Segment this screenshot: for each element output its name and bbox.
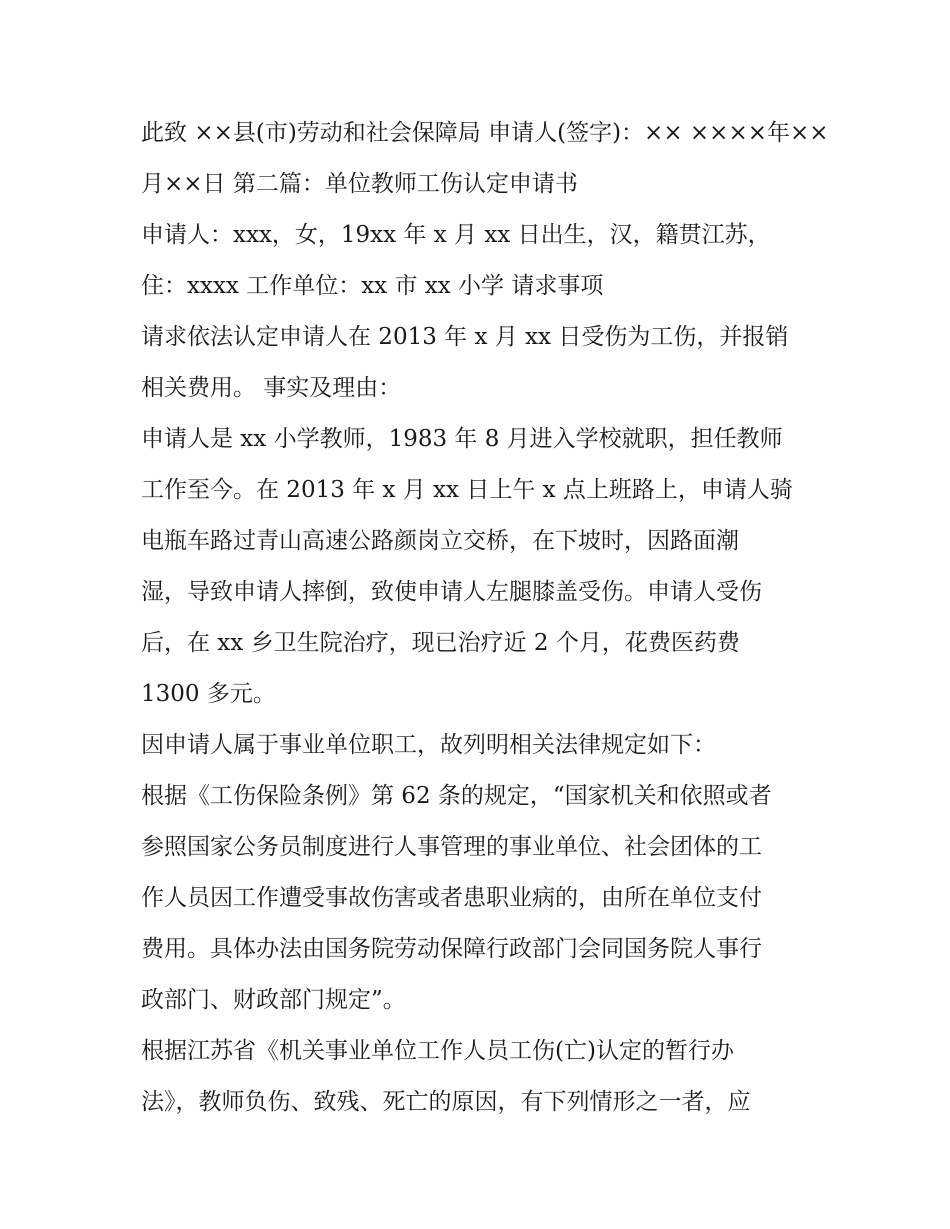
- document-body: [141, 108, 829, 1128]
- text-line: 电瓶车路过青山高速公路颜岗立交桥，在下坡时，因路面潮: [141, 528, 739, 554]
- text-line: 请求依法认定申请人在 2013 年 x 月 xx 日受伤为工伤，并报销: [141, 324, 789, 350]
- text-line: 湿，导致申请人摔倒，致使申请人左腿膝盖受伤。申请人受伤: [141, 579, 762, 605]
- text-line: 1300 多元。: [141, 681, 276, 707]
- text-line: 因申请人属于事业单位职工，故列明相关法律规定如下：: [141, 732, 716, 758]
- text-line: 此致 ××县(市)劳动和社会保障局 申请人(签字)：×× ××××年××: [141, 120, 829, 146]
- text-line: 申请人：xxx，女，19xx 年 x 月 xx 日出生，汉，籍贯江苏，: [141, 222, 771, 248]
- text-line: 相关费用。 事实及理由：: [141, 375, 402, 401]
- text-line: 月××日 第二篇：单位教师工伤认定申请书: [141, 171, 578, 197]
- text-line: 申请人是 xx 小学教师，1983 年 8 月进入学校就职，担任教师: [141, 426, 783, 452]
- text-line: 法》，教师负伤、致残、死亡的原因，有下列情形之一者，应: [141, 1089, 751, 1115]
- text-line: 工作至今。在 2013 年 x 月 xx 日上午 x 点上班路上，申请人骑: [141, 477, 793, 503]
- text-line: 政部门、财政部门规定”。: [141, 987, 406, 1013]
- text-line: 后，在 xx 乡卫生院治疗，现已治疗近 2 个月，花费医药费: [141, 630, 740, 656]
- text-line: 根据江苏省《机关事业单位工作人员工伤(亡)认定的暂行办: [141, 1038, 734, 1064]
- text-line: 费用。具体办法由国务院劳动保障行政部门会同国务院人事行: [141, 936, 762, 962]
- text-line: 根据《工伤保险条例》第 62 条的规定，“国家机关和依照或者: [141, 783, 772, 809]
- text-line: 作人员因工作遭受事故伤害或者患职业病的，由所在单位支付: [141, 885, 762, 911]
- text-line: 参照国家公务员制度进行人事管理的事业单位、社会团体的工: [141, 834, 762, 860]
- text-line: 住：xxxx 工作单位：xx 市 xx 小学 请求事项: [141, 273, 604, 299]
